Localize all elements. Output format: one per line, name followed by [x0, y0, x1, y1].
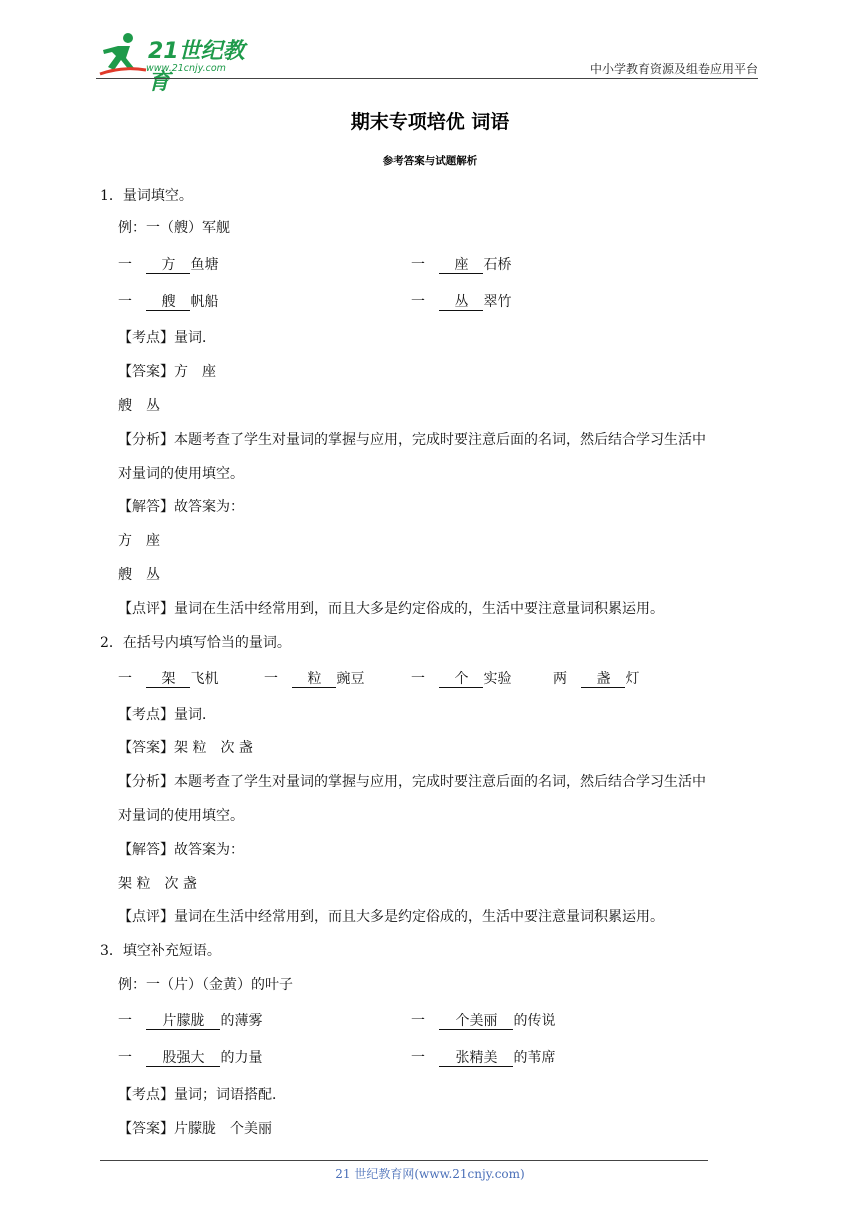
q2-item — [118, 670, 218, 688]
item-prefix: 一 — [411, 1013, 425, 1029]
q2-item — [553, 670, 639, 688]
q2-stem: 2．在括号内填写恰当的量词。 — [100, 635, 291, 651]
answer-blank: 座 — [439, 257, 483, 274]
answer-blank: 艘 — [146, 294, 190, 311]
item-suffix: 飞机 — [190, 671, 219, 687]
item-suffix: 的力量 — [220, 1050, 263, 1066]
page-title: 期末专项培优 词语 — [350, 111, 510, 133]
q1-solution-line: 方 座 — [118, 533, 160, 549]
answer-blank: 盏 — [581, 671, 625, 688]
site-logo[interactable] — [96, 30, 266, 95]
answer-blank: 粒 — [292, 671, 336, 688]
q3-stem: 3．填空补充短语。 — [100, 943, 221, 959]
item-prefix: 两 — [553, 671, 567, 687]
item-suffix: 的薄雾 — [220, 1013, 263, 1029]
q2-item — [264, 670, 364, 688]
platform-label: 中小学教育资源及组卷应用平台 — [589, 62, 758, 76]
q1-kaodian: 【考点】量词． — [118, 330, 216, 346]
answer-blank: 片朦胧 — [146, 1013, 220, 1030]
q1-item — [411, 293, 511, 311]
q1-solution: 【解答】故答案为： — [118, 499, 244, 515]
item-suffix: 鱼塘 — [190, 257, 219, 273]
item-suffix: 实验 — [483, 671, 512, 687]
item-prefix: 一 — [411, 1050, 425, 1066]
item-suffix: 豌豆 — [336, 671, 365, 687]
q1-analysis: 【分析】本题考查了学生对量词的掌握与应用，完成时要注意后面的名词，然后结合学习生活中 — [118, 432, 706, 448]
header-divider — [96, 78, 758, 79]
item-prefix: 一 — [411, 294, 425, 310]
footer-divider — [100, 1160, 708, 1161]
q3-item — [411, 1012, 555, 1030]
q1-answer-cont: 艘 丛 — [118, 398, 160, 414]
q2-item — [411, 670, 511, 688]
item-suffix: 的传说 — [513, 1013, 556, 1029]
runner-icon — [96, 30, 148, 78]
item-prefix: 一 — [118, 294, 132, 310]
q1-item — [411, 256, 511, 274]
q3-item — [118, 1012, 262, 1030]
q1-item — [118, 293, 218, 311]
page-subtitle: 参考答案与试题解析 — [382, 155, 478, 167]
q3-item — [118, 1049, 262, 1067]
q1-analysis-cont: 对量词的使用填空。 — [118, 466, 244, 482]
logo-text: 21世纪教育 — [148, 39, 245, 95]
page-header — [96, 30, 758, 95]
item-suffix: 石桥 — [483, 257, 512, 273]
q2-analysis-cont: 对量词的使用填空。 — [118, 808, 244, 824]
q2-comment: 【点评】量词在生活中经常用到，而且大多是约定俗成的，生活中要注意量词积累运用。 — [118, 909, 664, 925]
answer-blank: 个 — [439, 671, 483, 688]
item-prefix: 一 — [118, 1013, 132, 1029]
item-suffix: 翠竹 — [483, 294, 512, 310]
q1-example: 例：一（艘）军舰 — [118, 220, 230, 236]
answer-blank: 丛 — [439, 294, 483, 311]
item-prefix: 一 — [118, 257, 132, 273]
q2-analysis: 【分析】本题考查了学生对量词的掌握与应用，完成时要注意后面的名词，然后结合学习生活中 — [118, 774, 706, 790]
q3-example: 例：一（片）（金黄）的叶子 — [118, 977, 293, 993]
footer-link[interactable]: 21 世纪教育网(www.21cnjy.com) — [335, 1167, 525, 1181]
item-prefix: 一 — [118, 671, 132, 687]
q2-solution: 【解答】故答案为： — [118, 842, 244, 858]
item-prefix: 一 — [264, 671, 278, 687]
q3-item — [411, 1049, 555, 1067]
q1-comment: 【点评】量词在生活中经常用到，而且大多是约定俗成的，生活中要注意量词积累运用。 — [118, 601, 664, 617]
item-prefix: 一 — [118, 1050, 132, 1066]
answer-blank: 架 — [146, 671, 190, 688]
logo-url: www.21cnjy.com — [146, 63, 226, 74]
item-prefix: 一 — [411, 671, 425, 687]
q2-answer: 【答案】架 粒 次 盏 — [118, 740, 253, 756]
q1-answer: 【答案】方 座 — [118, 364, 216, 380]
q2-kaodian: 【考点】量词． — [118, 707, 216, 723]
q3-kaodian: 【考点】量词；词语搭配． — [118, 1087, 286, 1103]
q1-stem: 1．量词填空。 — [100, 188, 193, 204]
answer-blank: 方 — [146, 257, 190, 274]
answer-blank: 股强大 — [146, 1050, 220, 1067]
q2-solution-line: 架 粒 次 盏 — [118, 876, 197, 892]
item-prefix: 一 — [411, 257, 425, 273]
item-suffix: 灯 — [625, 671, 640, 687]
q1-item — [118, 256, 218, 274]
q1-solution-line: 艘 丛 — [118, 567, 160, 583]
q3-answer: 【答案】片朦胧 个美丽 — [118, 1121, 272, 1137]
answer-blank: 个美丽 — [439, 1013, 513, 1030]
item-suffix: 帆船 — [190, 294, 219, 310]
item-suffix: 的苇席 — [513, 1050, 556, 1066]
answer-blank: 张精美 — [439, 1050, 513, 1067]
